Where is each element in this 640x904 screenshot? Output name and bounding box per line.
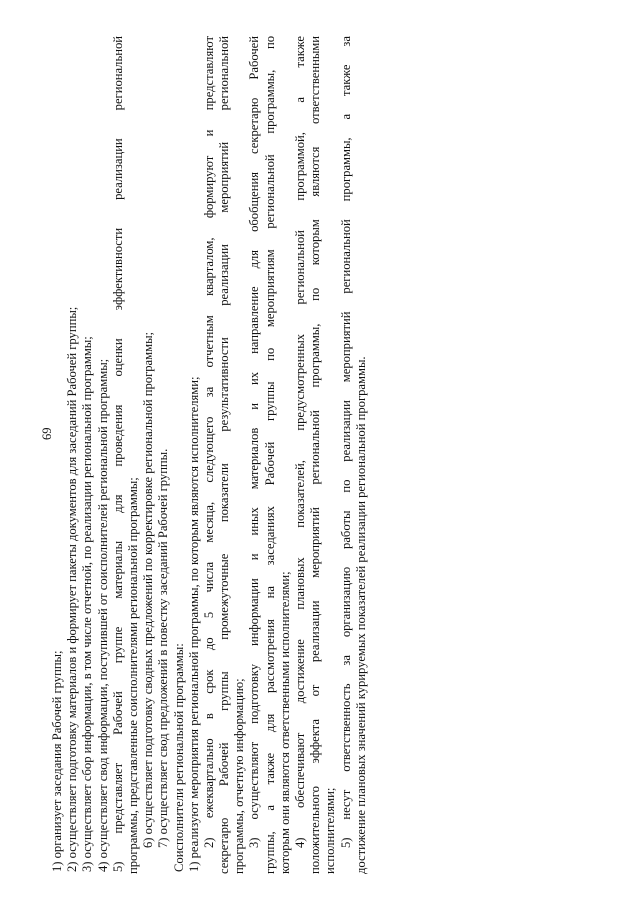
text-line: 4) обеспечивают достижение плановых показателей, предусмотренных региональной программой, а также bbox=[293, 36, 307, 848]
text-line: 3) осуществляет сбор информации, в том числе отчетной, по реализации региональной программы; bbox=[80, 336, 95, 872]
text-line: программы, отчетную информацию; bbox=[232, 678, 247, 874]
text-line: 6) осуществляет подготовку сводных предложений по корректировке региональной программы; bbox=[141, 331, 156, 848]
page-number: 69 bbox=[40, 427, 54, 440]
text-line: 2) ежеквартально в срок до 5 числа месяца, следующего за отчетным кварталом, формируют и представляют bbox=[201, 36, 216, 848]
rotated-text-block bbox=[50, 36, 445, 874]
text-line: достижение плановых значений курируемых показателей реализации региональной программы. bbox=[353, 356, 368, 874]
text-line: Соисполнители региональной программы: bbox=[171, 643, 186, 872]
text-line: 4) осуществляет свод информации, поступившей от соисполнителей региональной программы; bbox=[95, 358, 110, 872]
text-line: 5) представляет Рабочей группе материалы для проведения оценки эффективности реализации региональной bbox=[110, 36, 125, 872]
text-line: 5) несут ответственность за организацию работы по реализации мероприятий региональной программы, а также за bbox=[338, 36, 353, 848]
text-line: 1) реализуют мероприятия региональной программы, по которым являются исполнителями; bbox=[186, 376, 201, 872]
text-line: положительного эффекта от реализации мероприятий региональной программы, по которым являются ответственными bbox=[308, 36, 323, 874]
text-line: исполнителями; bbox=[323, 787, 338, 874]
text-line: которым они являются ответственными исполнителями; bbox=[277, 571, 292, 874]
text-line: 3) осуществляют подготовку информации и иных материалов и их направление для обобщения секретарю Рабочей bbox=[247, 36, 262, 848]
text-line: программы, представленные соисполнителями региональной программы; bbox=[125, 477, 140, 874]
text-line: 7) осуществляет свод предложений в повестку заседаний Рабочей группы. bbox=[156, 448, 171, 848]
text-line: секретарю Рабочей группы промежуточные показатели результативности реализации мероприятий региональной bbox=[217, 36, 232, 874]
text-line: 1) организует заседания Рабочей группы; bbox=[50, 650, 64, 872]
text-line: группы, а также для рассмотрения на заседаниях Рабочей группы по мероприятиям региональной программы, по bbox=[262, 36, 277, 874]
text-line: 2) осуществляет подготовку материалов и формирует пакеты документов для заседаний Рабочей группы; bbox=[65, 306, 80, 872]
